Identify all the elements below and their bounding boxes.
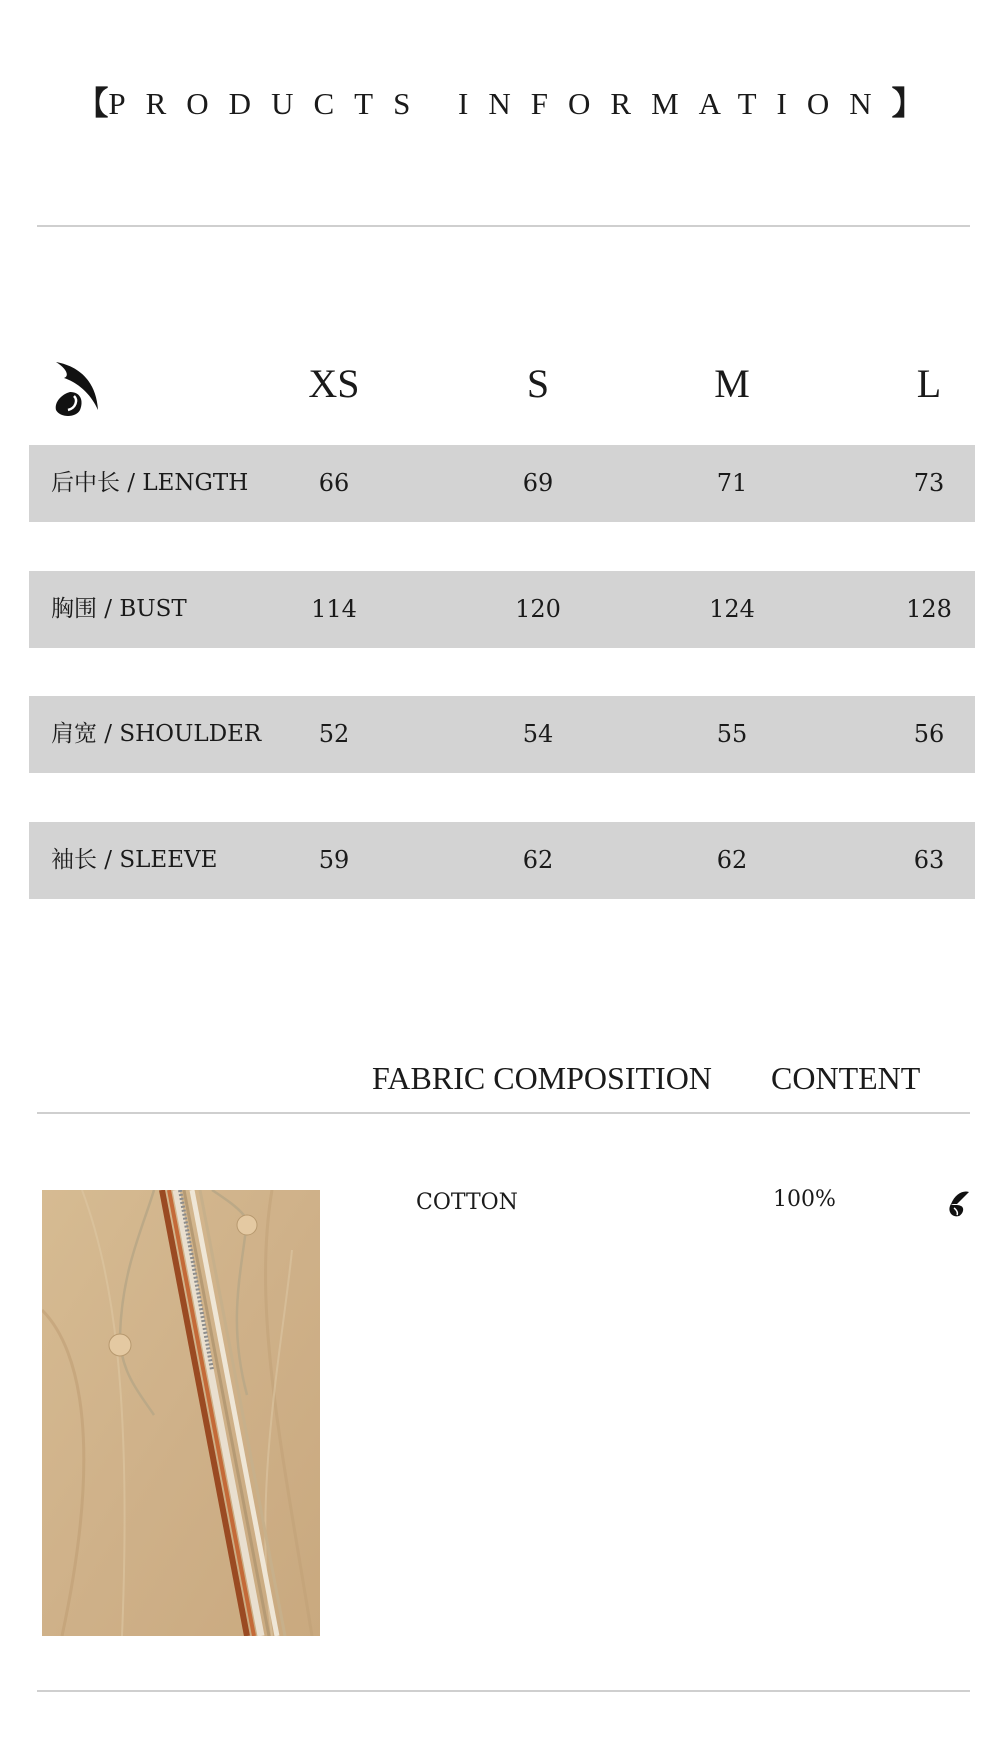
cell-xs: 52 — [318, 720, 350, 748]
divider-bottom — [37, 1690, 970, 1692]
size-header-m: M — [714, 361, 750, 406]
content-header: CONTENT — [771, 1060, 921, 1096]
table-row-shoulder — [29, 696, 975, 773]
brand-leaf-icon — [945, 1188, 971, 1224]
cell-l: 63 — [913, 846, 945, 874]
cell-xs: 66 — [318, 469, 350, 497]
title-bracket-open: 【 — [76, 85, 109, 121]
table-row-bust — [29, 571, 975, 648]
fabric-detail-photo — [42, 1190, 320, 1636]
cell-xs: 59 — [318, 846, 350, 874]
cell-m: 124 — [709, 595, 755, 623]
cell-m: 62 — [716, 846, 748, 874]
cell-m: 71 — [716, 469, 748, 497]
size-header-l: L — [916, 361, 942, 406]
row-label: 后中长 / LENGTH — [51, 470, 249, 496]
fabric-material: COTTON — [416, 1190, 518, 1215]
fabric-composition-header: FABRIC COMPOSITION — [372, 1060, 712, 1096]
page-title — [0, 78, 1000, 124]
row-label: 肩宽 / SHOULDER — [51, 721, 262, 747]
cell-s: 62 — [522, 846, 554, 874]
cell-l: 56 — [913, 720, 945, 748]
title-bracket-close: 】 — [891, 85, 924, 121]
cell-l: 128 — [906, 595, 952, 623]
table-row-length — [29, 445, 975, 522]
row-label: 胸围 / BUST — [51, 596, 187, 622]
cell-s: 69 — [522, 469, 554, 497]
cell-s: 54 — [522, 720, 554, 748]
divider-top — [37, 225, 970, 227]
size-header-s: S — [526, 361, 550, 406]
cell-xs: 114 — [311, 595, 357, 623]
fabric-percentage: 100% — [773, 1187, 836, 1212]
size-header-xs: XS — [308, 361, 360, 406]
table-row-sleeve — [29, 822, 975, 899]
divider-fabric — [37, 1112, 970, 1114]
row-label: 袖长 / SLEEVE — [51, 847, 218, 873]
cell-l: 73 — [913, 469, 945, 497]
cell-s: 120 — [515, 595, 561, 623]
cell-m: 55 — [716, 720, 748, 748]
title-text: PRODUCTS INFORMATION — [108, 86, 892, 121]
brand-swoosh-icon — [50, 358, 102, 420]
